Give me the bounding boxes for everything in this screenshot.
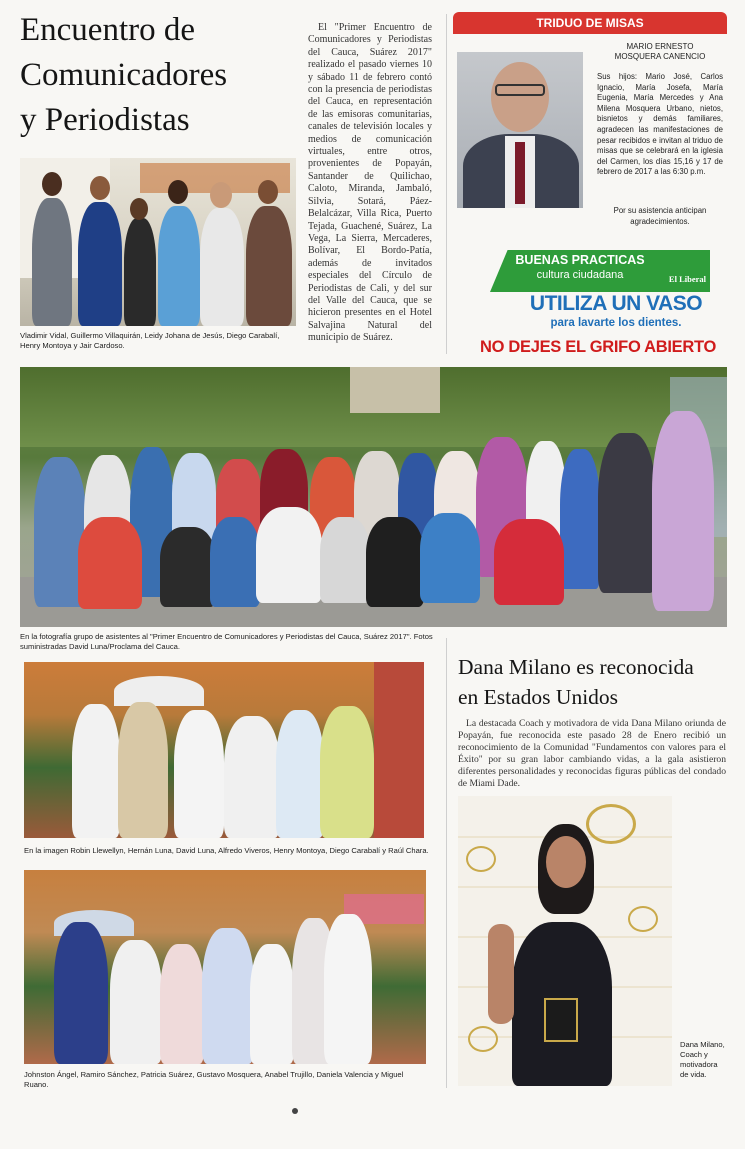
lower-column-divider xyxy=(446,638,447,1088)
article-body: El "Primer Encuentro de Comunicadores y Periodistas del Cauca, Suárez 2017" realizado el pasado viernes 10 y sábado 11 de febrero contó con la presencia de periodistas del Cauca, en representación de las emisoras comunitarias, canales de televisión locales y medios de comunicación virtuales, entre otros, provenientes de Popayán, Santander de Quilichao, Caloto, Miranda, Jambaló, Silvia, Sotará, Páez-Belalcázar, Villa Rica, Puerto Tejada, Guachené, Suárez, La Vega, La Sierra, Mercaderes, Bolívar, El Bordo-Patía, además de invitados especiales del Círculo de Periodistas de Cali, y del sur del Valle del Cauca, que se hicieron presentes en el Hotel Salvajina Natural del municipio de Suárez. xyxy=(308,22,432,344)
photo-seven-attendees xyxy=(24,870,426,1064)
ad-line-3: NO DEJES EL GRIFO ABIERTO xyxy=(479,338,717,356)
group-photo-caption: En la fotografía grupo de asistentes al "Primer Encuentro de Comunicadores y Periodistas del Cauca, Suárez 2017". Fotos suministradas David Luna/Proclama del Cauca. xyxy=(20,632,433,651)
buenas-practicas-ad xyxy=(470,250,726,362)
obituary-banner xyxy=(453,12,727,34)
photo3-caption: En la imagen Robin Llewellyn, Hernán Luna, David Luna, Alfredo Viveros, Henry Montoya, Diego Carabalí y Raúl Chara. xyxy=(24,846,429,855)
headline-line-1: Encuentro de xyxy=(20,12,196,48)
article2-headline-line1: Dana Milano es reconocida xyxy=(458,655,694,679)
obituary-box xyxy=(453,12,727,244)
group-photo xyxy=(20,367,727,627)
laurel-logo-icon xyxy=(586,804,636,844)
photo1-caption: Vladimir Vidal, Guillermo Villaquirán, Leidy Johana de Jesús, Diego Carabalí, Henry Montoya y Jair Cardoso. xyxy=(20,331,280,350)
photo4-caption: Johnston Ángel, Ramiro Sánchez, Patricia Suárez, Gustavo Mosquera, Anabel Trujillo, Daniela Valencia y Miguel Ruano. xyxy=(24,1070,404,1089)
deceased-name-line1: MARIO ERNESTO xyxy=(626,42,694,51)
article2-headline xyxy=(458,652,734,712)
obituary-body: Sus hijos: Mario José, Carlos Ignacio, María Josefa, María Eugenia, María Mercedes y Ana Milena Mosquera Urbano, nietos, bisnietos y demás familiares, agradecen las manifestaciones de pesar recibidos e invitan al triduo de misas que se celebrará en la iglesia del Carmen, los días 15,16 y 17 de febrero de 2017 a las 6:30 p.m. xyxy=(597,72,723,177)
article-headline xyxy=(20,8,290,143)
award-plaque-icon xyxy=(544,998,578,1042)
article2-headline-line2: en Estados Unidos xyxy=(458,685,619,709)
ad-line-1: UTILIZA UN VASO xyxy=(529,292,703,315)
ad-subtitle: cultura ciudadana xyxy=(536,269,624,281)
deceased-name-line2: MOSQUERA CANENCIO xyxy=(614,52,706,61)
ad-line-2: para lavarte los dientes. xyxy=(550,317,682,329)
obituary-portrait xyxy=(457,52,583,208)
article2-caption: Dana Milano, Coach y motivadora de vida. xyxy=(680,1040,725,1079)
headline-line-2: Comunicadores xyxy=(20,57,228,93)
photo-six-people xyxy=(20,158,296,326)
article2-body: La destacada Coach y motivadora de vida Dana Milano oriunda de Popayán, fue reconocida este pasado 28 de Enero recibió un reconocimiento de la Comunidad "Fundamentos con valores para el Éxito" por su gran labor cambiando vidas, a la gala asistieron diferentes personalidades y reconocidas figuras públicas del condado de Miami Dade. xyxy=(458,718,726,789)
ad-title: BUENAS PRACTICAS xyxy=(515,253,645,267)
obituary-banner-text: TRIDUO DE MISAS xyxy=(536,16,644,30)
obituary-closing: Por su asistencia anticipan agradecimientos. xyxy=(613,206,707,226)
photo-seven-people xyxy=(24,662,424,838)
ad-brand: El Liberal xyxy=(668,274,706,284)
award-photo xyxy=(458,796,672,1086)
column-divider xyxy=(446,14,447,354)
headline-line-3: y Periodistas xyxy=(20,102,190,138)
